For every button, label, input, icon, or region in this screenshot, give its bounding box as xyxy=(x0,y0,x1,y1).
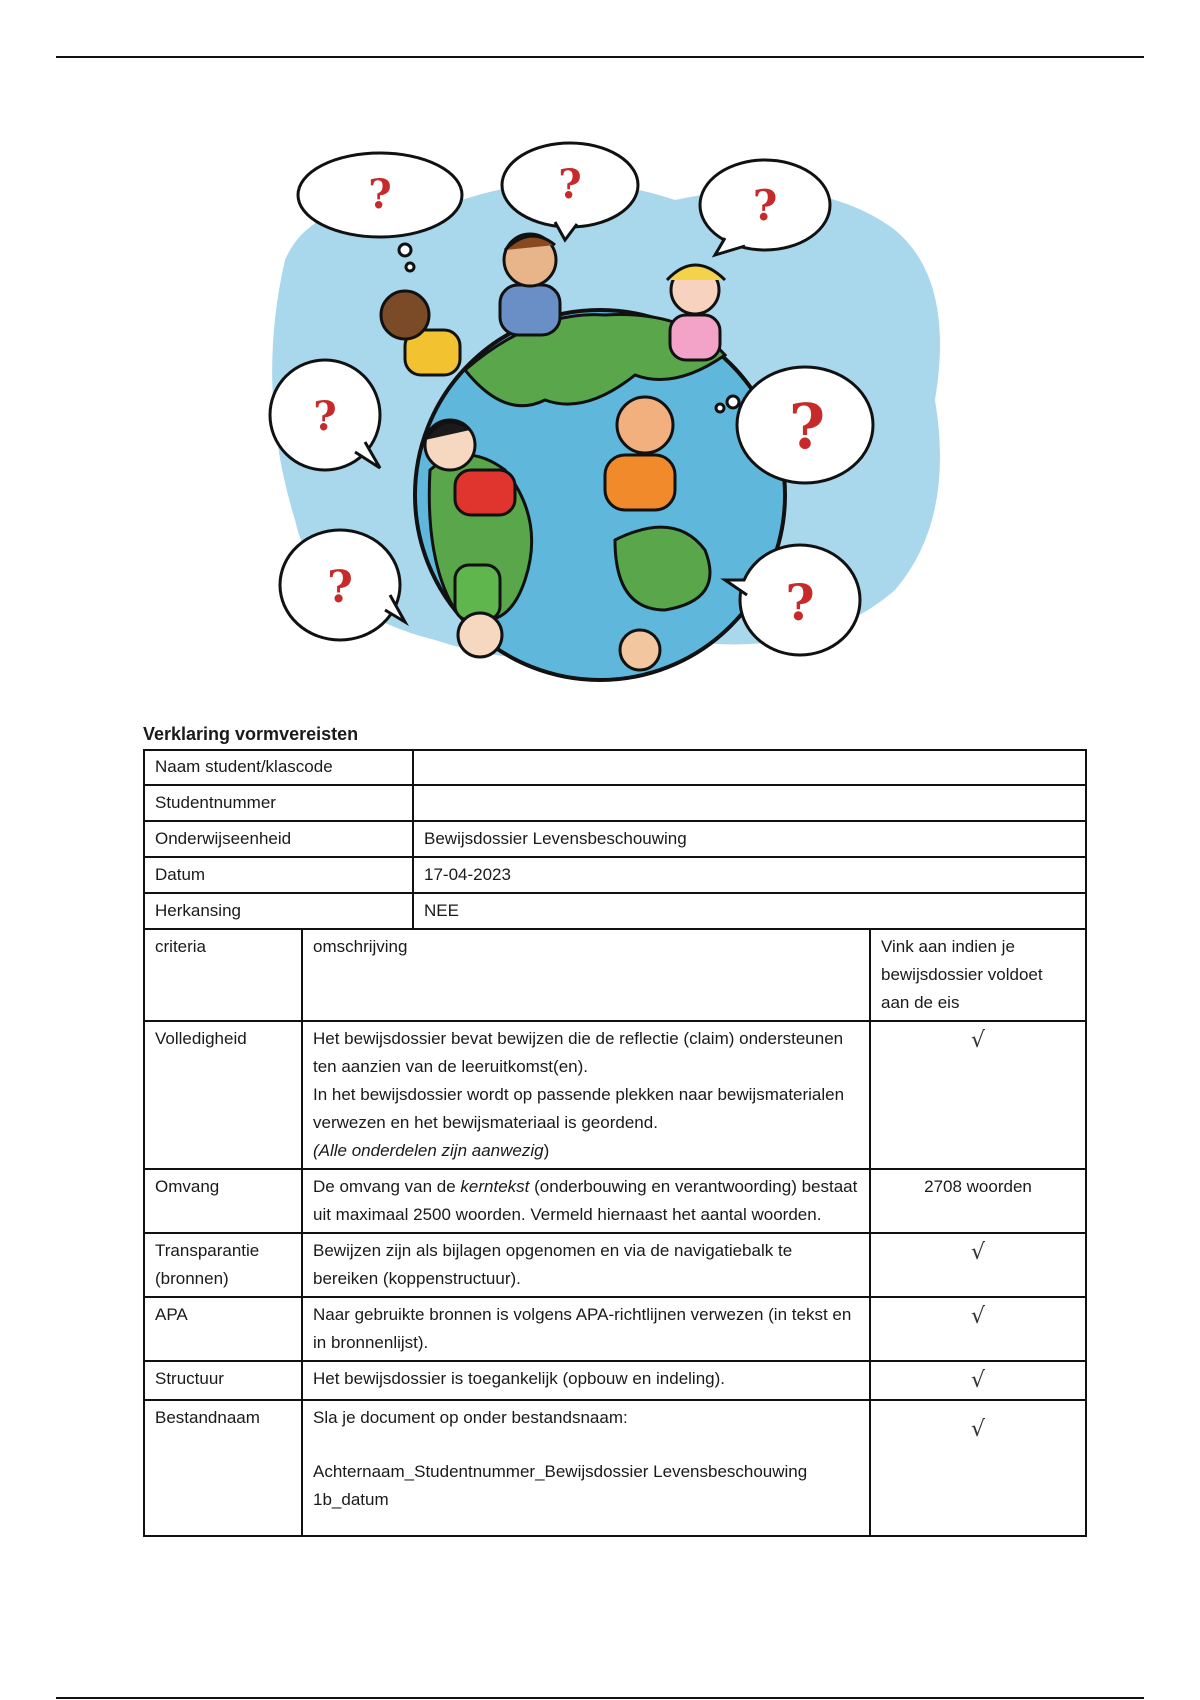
table-header-row xyxy=(144,929,1086,1021)
question-mark: ? xyxy=(327,562,353,613)
column-header: Vink aan indien je bewijsdossier voldoet aan de eis xyxy=(870,929,1086,1021)
checkmark-cell[interactable] xyxy=(870,1297,1086,1361)
word-count-cell[interactable]: 2708 woorden xyxy=(870,1169,1086,1233)
description-text xyxy=(313,1137,859,1165)
criterion-description xyxy=(302,1400,870,1536)
checkmark-icon: √ xyxy=(970,1304,986,1329)
question-mark: ? xyxy=(558,161,582,208)
description-italic: (Alle onderdelen zijn aanwezig xyxy=(313,1141,544,1160)
table-row xyxy=(144,821,1086,857)
criterion-description xyxy=(302,1169,870,1233)
info-label: Studentnummer xyxy=(144,785,413,821)
child-bottom xyxy=(455,565,502,657)
column-header: criteria xyxy=(144,929,302,1021)
table-row xyxy=(144,785,1086,821)
info-value xyxy=(413,750,1086,785)
info-value: NEE xyxy=(413,893,1086,929)
description-text: ) xyxy=(543,1141,550,1160)
criterion-description: Naar gebruikte bronnen is volgens APA-richtlijnen verwezen (in tekst en in bronnenlijst). xyxy=(302,1297,870,1361)
table-row xyxy=(144,857,1086,893)
criterion-description xyxy=(302,1021,870,1169)
table-row xyxy=(144,1297,1086,1361)
description-text: (onderbouwing en verantwoording) bestaat uit maximaal 2500 woorden. Vermeld hiernaast het aantal woorden. xyxy=(313,1177,858,1224)
checkmark-icon: √ xyxy=(970,1417,986,1442)
world-children-illustration xyxy=(255,140,970,710)
checkmark-icon: √ xyxy=(970,1240,986,1265)
question-mark: ? xyxy=(788,390,826,463)
criterion-description: Bewijzen zijn als bijlagen opgenomen en via de navigatiebalk te bereiken (koppenstructuur). xyxy=(302,1233,870,1297)
criterion-name: Volledigheid xyxy=(144,1021,302,1169)
criterion-name: Transparantie (bronnen) xyxy=(144,1233,302,1297)
question-mark: ? xyxy=(368,171,392,218)
table-row xyxy=(144,1021,1086,1169)
criterion-description: Het bewijsdossier is toegankelijk (opbouw en indeling). xyxy=(302,1361,870,1400)
question-mark: ? xyxy=(752,181,778,230)
info-value xyxy=(413,785,1086,821)
section-title: Verklaring vormvereisten xyxy=(143,724,359,744)
checkmark-cell[interactable] xyxy=(870,1400,1086,1536)
table-row xyxy=(144,1233,1086,1297)
table-row xyxy=(144,1400,1086,1536)
criterion-name: APA xyxy=(144,1297,302,1361)
criterion-name: Bestandnaam xyxy=(144,1400,302,1536)
description-text: In het bewijsdossier wordt op passende plekken naar bewijsmaterialen verwezen en het bewijsmateriaal is geordend. xyxy=(313,1085,845,1132)
question-mark: ? xyxy=(785,573,815,632)
filename-pattern: Achternaam_Studentnummer_Bewijsdossier Levensbeschouwing 1b_datum xyxy=(313,1462,808,1509)
info-value: Bewijsdossier Levensbeschouwing xyxy=(413,821,1086,857)
info-label: Onderwijseenheid xyxy=(144,821,413,857)
table-row xyxy=(144,893,1086,929)
info-label: Datum xyxy=(144,857,413,893)
table-row xyxy=(144,1361,1086,1400)
description-text: Sla je document op onder bestandsnaam: xyxy=(313,1408,628,1427)
info-value: 17-04-2023 xyxy=(413,857,1086,893)
info-label: Herkansing xyxy=(144,893,413,929)
table-row xyxy=(144,750,1086,785)
question-mark: ? xyxy=(313,393,337,440)
footer-rule xyxy=(56,1697,1144,1699)
description-text: De omvang van de xyxy=(313,1177,461,1196)
table-row xyxy=(144,1169,1086,1233)
info-label: Naam student/klascode xyxy=(144,750,413,785)
criteria-table xyxy=(143,928,1087,1537)
checkmark-cell[interactable] xyxy=(870,1021,1086,1169)
checkmark-cell[interactable] xyxy=(870,1233,1086,1297)
criterion-name: Omvang xyxy=(144,1169,302,1233)
checkmark-icon: √ xyxy=(970,1368,986,1393)
student-info-table xyxy=(143,749,1087,930)
criterion-name: Structuur xyxy=(144,1361,302,1400)
checkmark-cell[interactable] xyxy=(870,1361,1086,1400)
column-header: omschrijving xyxy=(302,929,870,1021)
checkmark-icon: √ xyxy=(970,1028,986,1053)
header-rule xyxy=(56,56,1144,58)
description-italic: kerntekst xyxy=(460,1177,530,1196)
child-bottom-right xyxy=(620,630,660,670)
description-text: Het bewijsdossier bevat bewijzen die de reflectie (claim) ondersteunen ten aanzien van de leeruitkomst(en). xyxy=(313,1029,844,1076)
